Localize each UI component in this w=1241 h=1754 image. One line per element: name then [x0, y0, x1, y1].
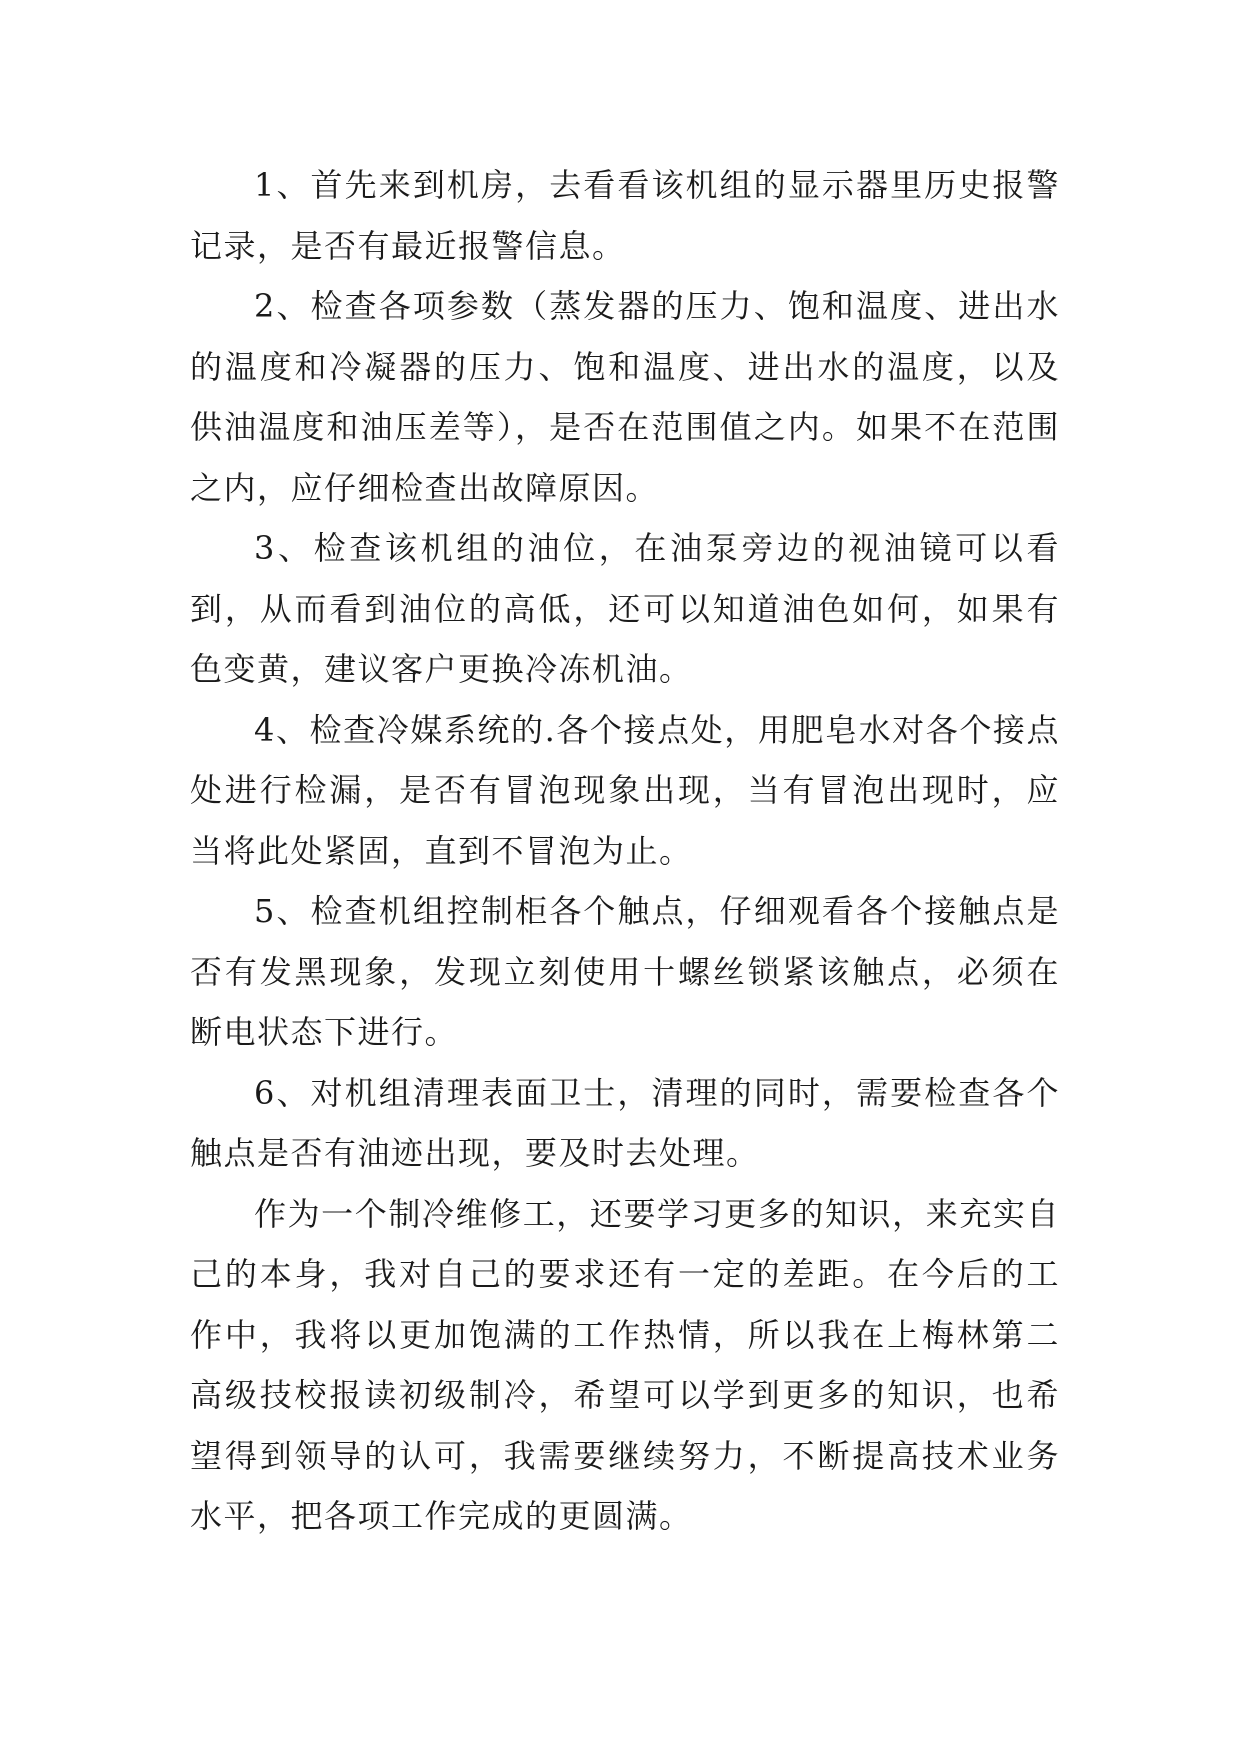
paragraph-2: 2、检查各项参数（蒸发器的压力、饱和温度、进出水的温度和冷凝器的压力、饱和温度、进出水的温度，以及供油温度和油压差等），是否在范围值之内。如果不在范围之内，应仔细检查出故障原因。: [190, 287, 1060, 507]
paragraph-4: 4、检查冷媒系统的.各个接点处，用肥皂水对各个接点处进行检漏，是否有冒泡现象出现，当有冒泡出现时，应当将此处紧固，直到不冒泡为止。: [190, 710, 1060, 870]
paragraph-6: 6、对机组清理表面卫士，清理的同时，需要检查各个触点是否有油迹出现，要及时去处理。: [190, 1073, 1060, 1172]
paragraph-3: 3、检查该机组的油位，在油泵旁边的视油镜可以看到，从而看到油位的高低，还可以知道油色如何，如果有色变黄，建议客户更换冷冻机油。: [190, 529, 1060, 688]
paragraph-5: 5、检查机组控制柜各个触点，仔细观看各个接触点是否有发黑现象，发现立刻使用十螺丝锁紧该触点，必须在断电状态下进行。: [190, 892, 1060, 1051]
paragraph-7: 作为一个制冷维修工，还要学习更多的知识，来充实自己的本身，我对自己的要求还有一定的差距。在今后的工作中，我将以更加饱满的工作热情，所以我在上梅林第二高级技校报读初级制冷，希望可以学到更多的知识，也希望得到领导的认可，我需要继续努力，不断提高技术业务水平，把各项工作完成的更圆满。: [190, 1194, 1060, 1535]
paragraph-1: 1、首先来到机房，去看看该机组的显示器里历史报警记录，是否有最近报警信息。: [190, 166, 1060, 265]
document-body: [190, 155, 1060, 1547]
